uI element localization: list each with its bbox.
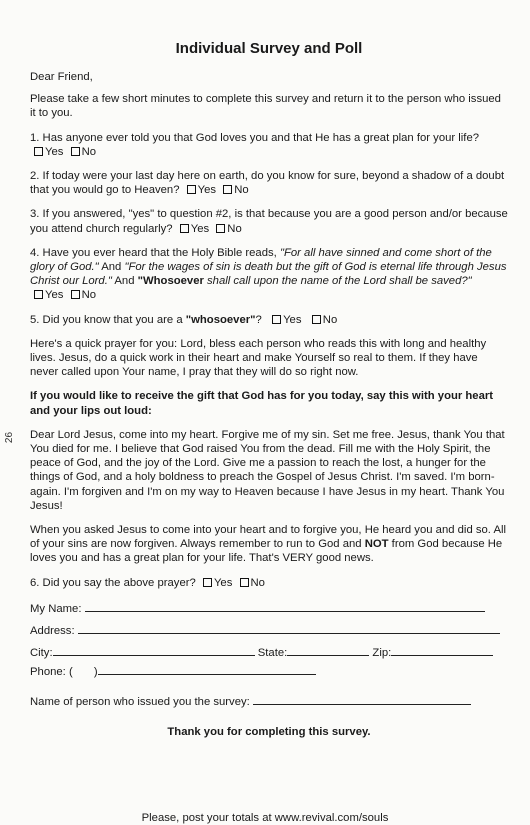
question-3-yes-checkbox[interactable]	[180, 224, 189, 233]
address-label: Address:	[30, 625, 75, 638]
assurance-bold-word: NOT	[364, 538, 389, 551]
name-label: My Name:	[30, 602, 82, 615]
assurance-text-a: When you asked Jesus to come into your heart and to forgive you, He heard you and did so. All of your sins are now forgiven. Always remember to run to God and	[30, 524, 507, 551]
no-label: No	[250, 576, 265, 589]
question-4-text-b: And	[98, 261, 125, 274]
question-5-bold-word: "whosoever"	[185, 313, 256, 326]
phone-field[interactable]	[98, 663, 316, 675]
question-1-options	[30, 146, 96, 158]
name-field[interactable]	[85, 600, 485, 612]
page-title: Individual Survey and Poll	[175, 40, 363, 57]
question-5-text-a: 5. Did you know that you are a	[30, 313, 186, 326]
city-label: City:	[30, 647, 53, 660]
question-6-no-checkbox[interactable]	[240, 578, 249, 587]
question-6-options	[199, 577, 265, 589]
question-5	[30, 313, 508, 327]
question-5-no-checkbox[interactable]	[312, 315, 321, 324]
zip-label: Zip:	[372, 647, 392, 660]
zip-field[interactable]	[391, 644, 493, 656]
assurance-paragraph	[30, 523, 508, 566]
yes-label: Yes	[190, 222, 210, 235]
city-field[interactable]	[53, 644, 255, 656]
survey-form	[30, 40, 508, 739]
question-3-no-checkbox[interactable]	[216, 224, 225, 233]
address-field[interactable]	[78, 622, 500, 634]
question-4-quote-3: shall call upon the name of the Lord shall be saved?"	[203, 275, 472, 288]
question-4-bold-word: "Whosoever	[137, 275, 204, 288]
phone-row	[30, 663, 508, 679]
yes-label: Yes	[197, 184, 217, 197]
city-row	[30, 644, 508, 660]
phone-label: Phone: (	[30, 665, 73, 678]
thank-you-note: Thank you for completing this survey.	[167, 725, 371, 738]
no-label: No	[234, 184, 249, 197]
question-5-options	[265, 314, 337, 326]
greeting: Dear Friend,	[30, 71, 93, 83]
call-to-action: If you would like to receive the gift that God has for you today, say this with your heart and your lips out loud:	[30, 390, 494, 417]
question-1-text: 1. Has anyone ever told you that God loves you and that He has a great plan for your life?	[30, 131, 480, 144]
question-2	[30, 169, 508, 197]
no-label: No	[227, 222, 242, 235]
no-label: No	[81, 289, 97, 302]
question-4	[30, 246, 508, 303]
issuer-field[interactable]	[253, 693, 471, 705]
question-5-text-b: ?	[255, 313, 262, 326]
salvation-prayer: Dear Lord Jesus, come into my heart. Forgive me of my sin. Set me free. Jesus, thank You that You died for me. I believe that God raised You from the dead. Fill me with the Holy Spirit, the peace of God, and the joy of the Lord. Give me a passion to reach the lost, a hunger for the things of God, and a holy boldness to preach the Gospel of Jesus Christ. I'm saved. I'm born-again. I'm forgiven and I'm on my way to Heaven because I have Jesus in my heart. Thank You Jesus!	[30, 428, 505, 512]
question-3-options	[176, 223, 242, 235]
question-4-text-a: 4. Have you ever heard that the Holy Bible reads,	[30, 246, 280, 259]
yes-label: Yes	[45, 289, 64, 302]
question-1-no-checkbox[interactable]	[71, 147, 80, 156]
phone-close-paren: )	[93, 665, 98, 678]
question-1-yes-checkbox[interactable]	[34, 147, 43, 156]
name-row	[30, 600, 508, 616]
question-5-yes-checkbox[interactable]	[272, 315, 281, 324]
assurance-text-b: from God because He loves you and has a great plan for your life. That's VERY good news.	[30, 538, 503, 565]
state-field[interactable]	[287, 644, 369, 656]
question-2-text: 2. If today were your last day here on earth, do you know for sure, beyond a shadow of a doubt that you would go to Heaven?	[30, 170, 505, 197]
question-3	[30, 207, 508, 235]
question-4-quote-1: "For all have sinned and come short of the glory of God."	[30, 246, 492, 274]
question-4-no-checkbox[interactable]	[71, 290, 80, 299]
issuer-label: Name of person who issued you the survey:	[30, 695, 250, 708]
no-label: No	[322, 313, 338, 326]
prayer-intro: Here's a quick prayer for you: Lord, bless each person who reads this with long and healthy lives. Jesus, do a quick work in their heart and make Yourself so real to them. If they have never called upon Your name, I pray that they will do so right now.	[30, 337, 487, 379]
question-3-text: 3. If you answered, "yes" to question #2, is that because you are a good person and/or because you attend church regularly?	[30, 208, 508, 235]
intro-paragraph: Please take a few short minutes to complete this survey and return it to the person who issued it to you.	[30, 93, 501, 120]
question-4-yes-checkbox[interactable]	[34, 290, 43, 299]
question-2-no-checkbox[interactable]	[223, 185, 232, 194]
question-4-options	[30, 289, 96, 301]
yes-label: Yes	[213, 576, 233, 589]
question-6-text: 6. Did you say the above prayer?	[30, 576, 196, 589]
yes-label: Yes	[45, 145, 64, 158]
question-6-yes-checkbox[interactable]	[203, 578, 212, 587]
question-1	[30, 131, 508, 159]
yes-label: Yes	[283, 313, 302, 326]
issuer-row	[30, 693, 508, 709]
question-2-yes-checkbox[interactable]	[187, 185, 196, 194]
question-6	[30, 576, 508, 590]
question-2-options	[183, 184, 249, 196]
page-number: 26	[4, 431, 16, 444]
question-4-quote-2: "For the wages of sin is death but the gift of God is eternal life through Jesus Christ our Lord."	[30, 261, 507, 288]
footer-note: Please, post your totals at www.revival.com/souls	[141, 812, 389, 824]
question-4-text-c: And	[111, 275, 138, 288]
address-row	[30, 622, 508, 638]
no-label: No	[81, 145, 97, 158]
state-label: State:	[257, 647, 288, 660]
